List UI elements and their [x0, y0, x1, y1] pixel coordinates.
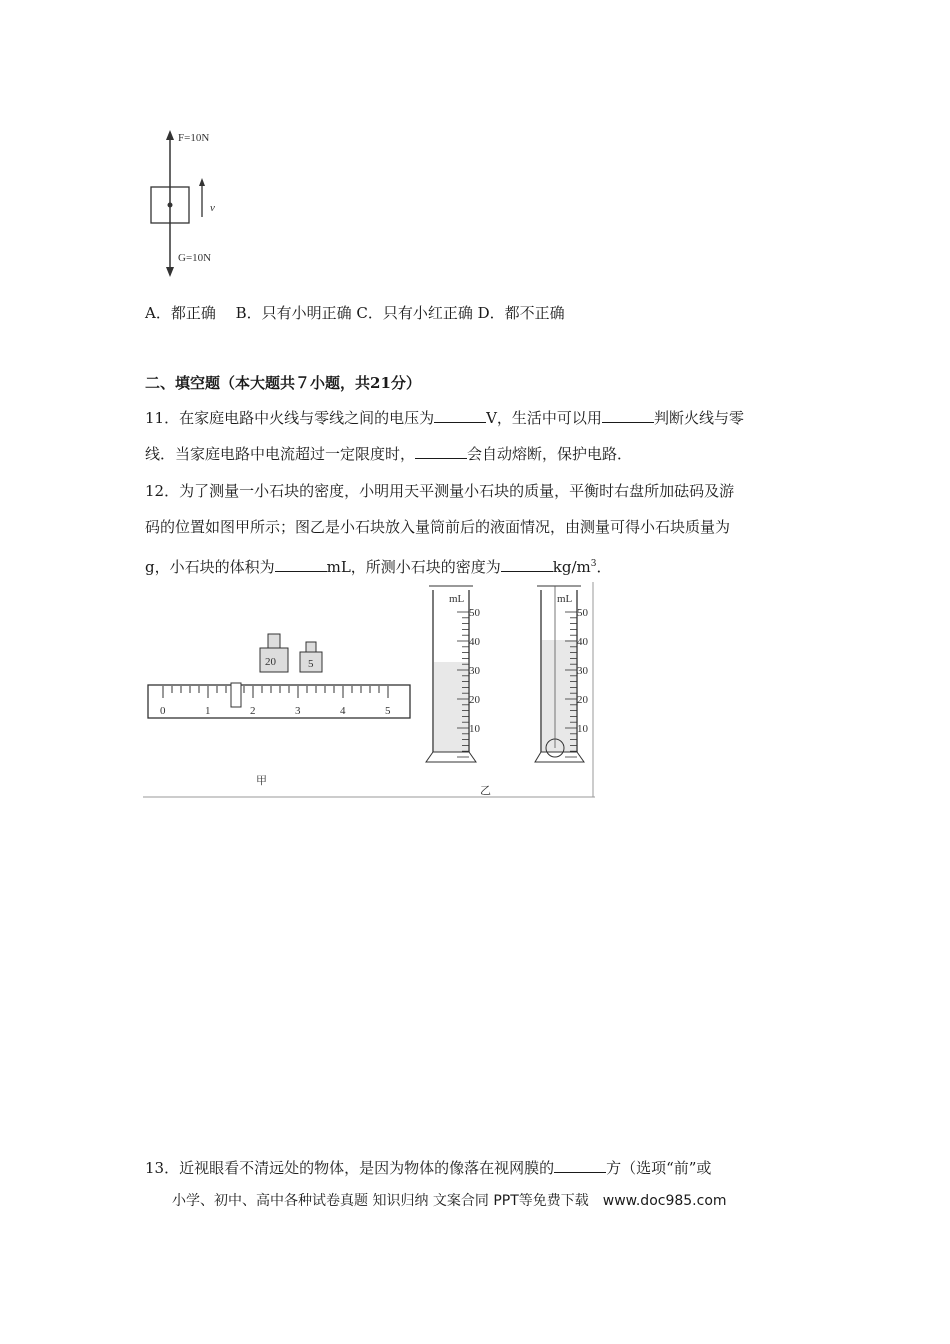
cylinder-tick-label: 10: [577, 723, 588, 735]
cylinder-tick-label: 40: [469, 636, 480, 648]
question-12-line-3: g，小石块的体积为 mL，所测小石块的密度为 $kg/m^3$．: [145, 558, 612, 576]
answer-blank[interactable]: [602, 408, 654, 423]
question-11-line-2: 线．当家庭电路中电流超过一定限度时， 会自动熔断，保护电路．: [145, 445, 633, 463]
answer-blank[interactable]: [434, 408, 486, 423]
cylinder-tick-label: 20: [469, 694, 480, 706]
cylinder-tick-label: 50: [469, 607, 480, 619]
force-label-G: G=10N: [178, 252, 212, 264]
answer-blank[interactable]: [501, 557, 553, 572]
beam-tick-label: 5: [385, 705, 391, 717]
weight-20g: [260, 634, 288, 672]
section-title: 二、填空题（本大题共７小题，共21分）: [145, 374, 421, 392]
answer-blank[interactable]: [554, 1158, 606, 1173]
question-12-line-1: 12．为了测量一小石块的密度，小明用天平测量小石块的质量，平衡时右盘所加砝码及游: [145, 482, 735, 500]
answer-options: A．都正确 B．只有小明正确 C．只有小红正确 D．都不正确: [145, 304, 565, 322]
cylinder-tick-label: 50: [577, 607, 588, 619]
weight-5g: [300, 642, 322, 672]
svg-text:5: 5: [308, 658, 314, 670]
caption-jia: 甲: [256, 775, 267, 787]
answer-blank[interactable]: [415, 444, 467, 459]
beam-tick-label: 1: [205, 705, 211, 717]
cylinder-unit: mL: [557, 593, 573, 605]
beam-tick-label: 0: [160, 705, 166, 717]
beam-tick-label: 3: [295, 705, 301, 717]
beam-tick-label: 2: [250, 705, 256, 717]
cylinder-unit: mL: [449, 593, 465, 605]
cylinder-tick-label: 20: [577, 694, 588, 706]
measurement-figure: [143, 582, 595, 799]
balance-beam-scale: [148, 683, 410, 718]
cylinder-tick-label: 10: [469, 723, 480, 735]
answer-blank[interactable]: [275, 557, 327, 572]
force-diagram: [140, 125, 240, 280]
cylinder-tick-label: 40: [577, 636, 588, 648]
cylinder-tick-label: 30: [577, 665, 588, 677]
velocity-label: v: [210, 202, 215, 214]
question-13-line-1: 13．近视眼看不清远处的物体，是因为物体的像落在视网膜的 方（选项“前”或: [145, 1159, 712, 1177]
cylinder-tick-label: 30: [469, 665, 480, 677]
question-12-line-2: 码的位置如图甲所示；图乙是小石块放入量筒前后的液面情况，由测量可得小石块质量为: [145, 518, 731, 536]
page-footer: 小学、初中、高中各种试卷真题 知识归纳 文案合同 PPT等免费下载 www.doc985.com: [172, 1193, 727, 1209]
force-label-F: F=10N: [178, 132, 210, 144]
caption-yi: 乙: [480, 785, 491, 797]
beam-tick-label: 4: [340, 705, 346, 717]
svg-text:20: 20: [265, 656, 276, 668]
question-11-line-1: 11．在家庭电路中火线与零线之间的电压为 V，生活中可以用 判断火线与零: [145, 409, 744, 427]
